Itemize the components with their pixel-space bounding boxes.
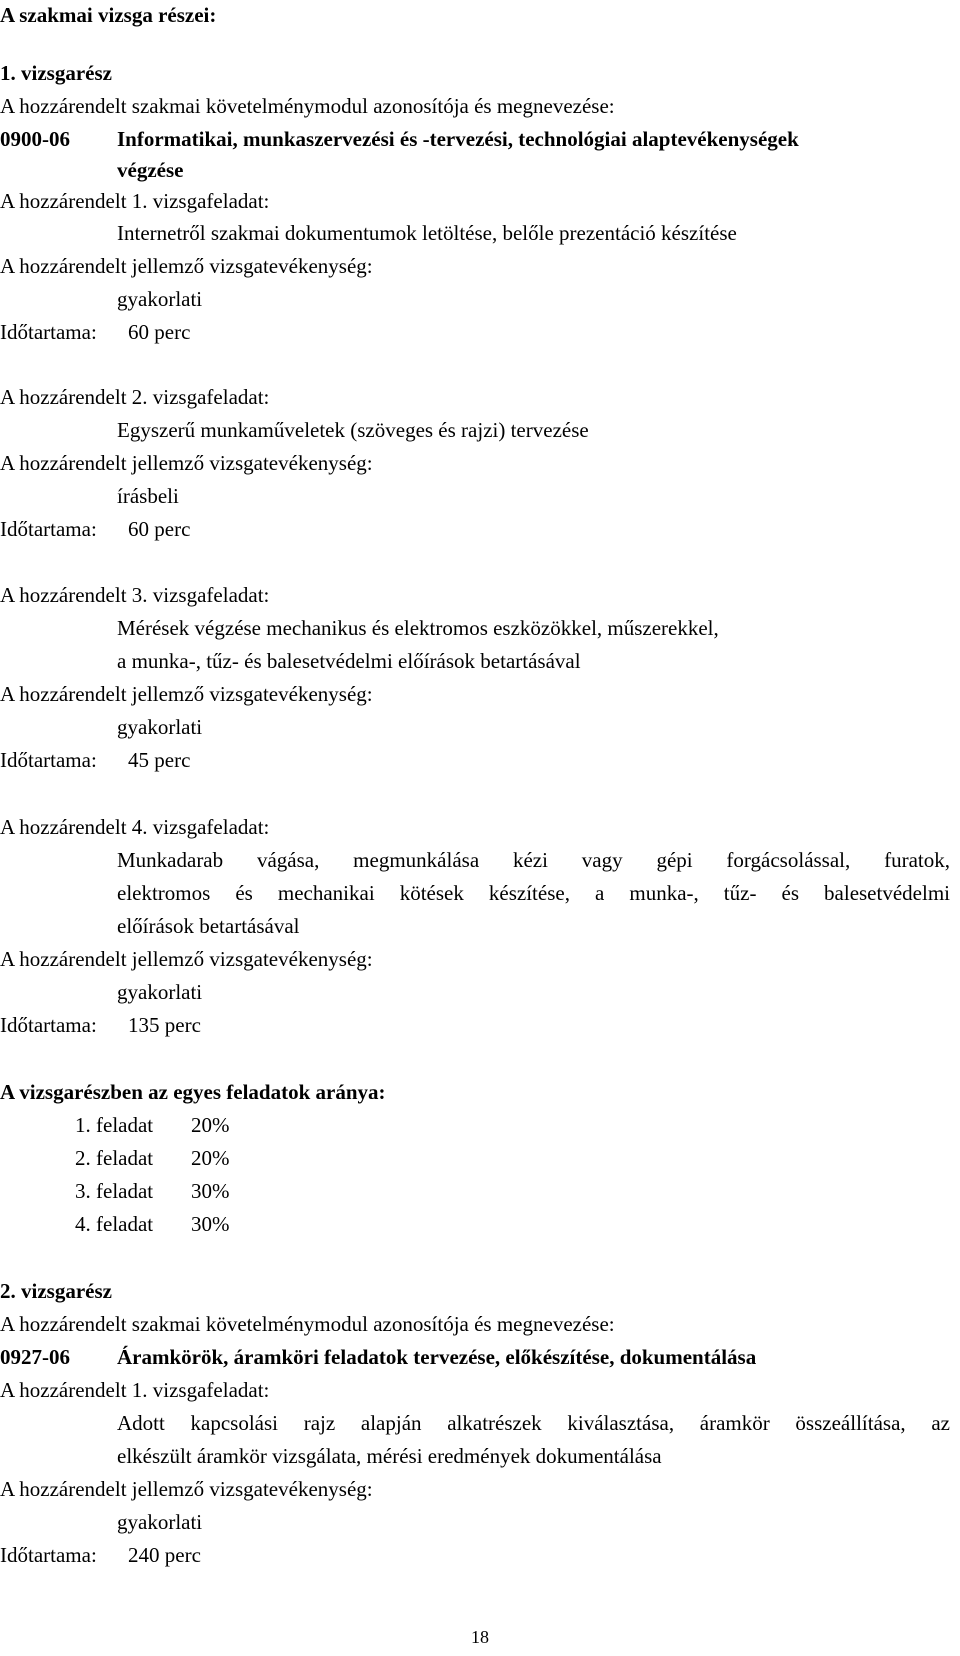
part2-module-code: 0927-06 xyxy=(0,1345,70,1369)
ratio-pct: 30% xyxy=(191,1179,230,1203)
part2-task-desc-line1: Adott kapcsolási rajz alapján alkatrészek kiválasztása, áramkör összeállítása, az xyxy=(117,1411,950,1435)
task4-duration xyxy=(0,1010,201,1042)
task1-activity: gyakorlati xyxy=(117,287,203,311)
part2-task-desc-line2: elkészült áramkör vizsgálata, mérési eredmények dokumentálása xyxy=(117,1444,662,1468)
duration-value: 135 perc xyxy=(128,1013,201,1037)
task4-desc-line1: Munkadarab vágása, megmunkálása kézi vagy gépi forgácsolással, furatok, xyxy=(117,848,950,872)
duration-value: 45 perc xyxy=(128,748,191,772)
part2-task-label: A hozzárendelt 1. vizsgafeladat: xyxy=(0,1378,270,1402)
task3-desc-line1: Mérések végzése mechanikus és elektromos eszközökkel, műszerekkel, xyxy=(117,616,719,640)
ratio-row xyxy=(75,1176,230,1208)
task4-desc-line2: elektromos és mechanikai kötések készítése, a munka-, tűz- és balesetvédelmi xyxy=(117,881,950,905)
ratio-title: A vizsgarészben az egyes feladatok aránya: xyxy=(0,1080,386,1104)
task2-duration xyxy=(0,514,190,546)
task2-activity-label: A hozzárendelt jellemző vizsgatevékenység: xyxy=(0,451,373,475)
task1-duration xyxy=(0,317,190,349)
ratio-row xyxy=(75,1143,230,1175)
part2-module-line xyxy=(0,1342,756,1374)
part2-activity: gyakorlati xyxy=(117,1510,203,1534)
part1-module-line xyxy=(0,124,799,156)
duration-label: Időtartama: xyxy=(0,1013,97,1037)
task4-activity-label: A hozzárendelt jellemző vizsgatevékenység: xyxy=(0,947,373,971)
part1-title: 1. vizsgarész xyxy=(0,61,112,85)
part1-module-name-cont: végzése xyxy=(117,158,184,182)
part2-module-label: A hozzárendelt szakmai követelménymodul azonosítója és megnevezése: xyxy=(0,1312,615,1336)
part1-module-name: Informatikai, munkaszervezési és -tervezési, technológiai alaptevékenységek xyxy=(117,127,799,151)
part2-title: 2. vizsgarész xyxy=(0,1279,112,1303)
task3-desc-line2: a munka-, tűz- és balesetvédelmi előírások betartásával xyxy=(117,649,581,673)
part2-activity-label: A hozzárendelt jellemző vizsgatevékenység: xyxy=(0,1477,373,1501)
duration-label: Időtartama: xyxy=(0,517,97,541)
ratio-task: 2. feladat xyxy=(75,1146,154,1170)
duration-value: 60 perc xyxy=(128,320,191,344)
task3-label: A hozzárendelt 3. vizsgafeladat: xyxy=(0,583,270,607)
task2-activity: írásbeli xyxy=(117,484,179,508)
ratio-pct: 20% xyxy=(191,1146,230,1170)
task1-activity-label: A hozzárendelt jellemző vizsgatevékenység: xyxy=(0,254,373,278)
task4-label: A hozzárendelt 4. vizsgafeladat: xyxy=(0,815,270,839)
part1-module-label: A hozzárendelt szakmai követelménymodul azonosítója és megnevezése: xyxy=(0,94,615,118)
task4-desc-line3: előírások betartásával xyxy=(117,914,300,938)
part2-duration xyxy=(0,1540,201,1572)
ratio-pct: 30% xyxy=(191,1212,230,1236)
task3-activity: gyakorlati xyxy=(117,715,203,739)
task3-duration xyxy=(0,745,190,777)
ratio-task: 3. feladat xyxy=(75,1179,154,1203)
task1-desc: Internetről szakmai dokumentumok letöltése, belőle prezentáció készítése xyxy=(117,221,737,245)
ratio-row xyxy=(75,1110,230,1142)
task2-desc: Egyszerű munkaműveletek (szöveges és rajzi) tervezése xyxy=(117,418,589,442)
ratio-row xyxy=(75,1209,230,1241)
duration-label: Időtartama: xyxy=(0,320,97,344)
task4-activity: gyakorlati xyxy=(117,980,203,1004)
duration-label: Időtartama: xyxy=(0,1543,97,1567)
duration-value: 60 perc xyxy=(128,517,191,541)
duration-label: Időtartama: xyxy=(0,748,97,772)
document-heading: A szakmai vizsga részei: xyxy=(0,3,217,27)
page-number: 18 xyxy=(471,1627,489,1647)
duration-value: 240 perc xyxy=(128,1543,201,1567)
ratio-task: 1. feladat xyxy=(75,1113,154,1137)
ratio-pct: 20% xyxy=(191,1113,230,1137)
task1-label: A hozzárendelt 1. vizsgafeladat: xyxy=(0,189,270,213)
task3-activity-label: A hozzárendelt jellemző vizsgatevékenység: xyxy=(0,682,373,706)
task2-label: A hozzárendelt 2. vizsgafeladat: xyxy=(0,385,270,409)
part2-module-name: Áramkörök, áramköri feladatok tervezése, előkészítése, dokumentálása xyxy=(117,1345,757,1369)
ratio-task: 4. feladat xyxy=(75,1212,154,1236)
part1-module-code: 0900-06 xyxy=(0,127,70,151)
